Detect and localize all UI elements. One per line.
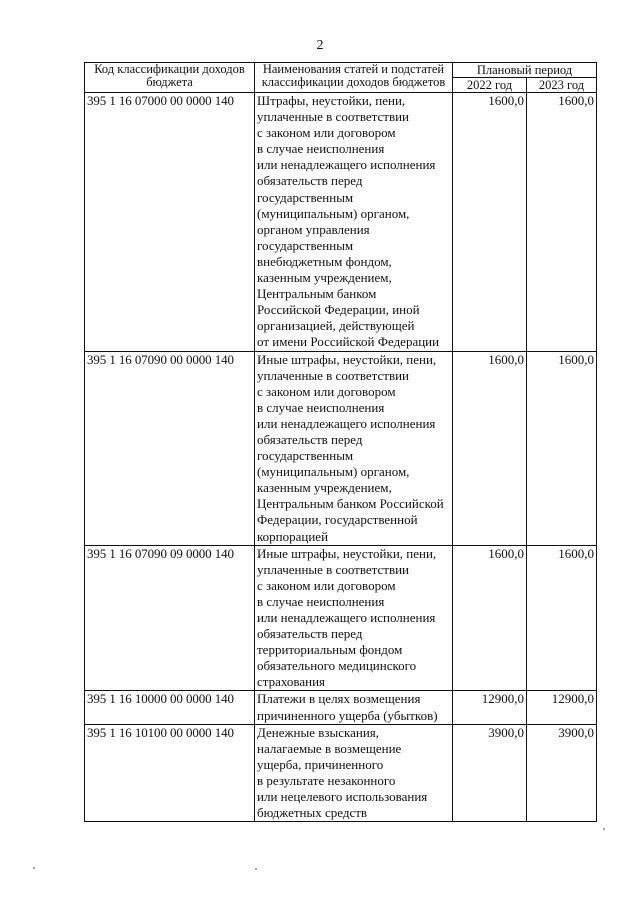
header-year-2023: 2023 год [527,78,597,93]
revenue-item-name-line: обязательств перед [257,626,363,642]
revenue-item-name-line: ущерба, причиненного [257,756,384,772]
table-body [85,93,597,822]
amount-2023: 12900,0 [527,691,597,724]
amount-2022: 1600,0 [453,93,527,352]
revenue-item-name-line: обязательств перед [257,173,363,189]
revenue-item-name-line: (муниципальным) органом, [257,205,410,221]
table-row [85,351,597,545]
amount-2022: 1600,0 [453,351,527,545]
revenue-item-name-line: с законом или договором [257,125,396,141]
revenue-item-name-line: с законом или договором [257,383,396,399]
revenue-item-name [255,93,453,352]
revenue-item-name-line: (муниципальным) органом, [257,464,410,480]
revenue-item-name-line: организацией, действующей [257,318,415,334]
header-planning-period: Плановый период [453,63,597,78]
amount-2022: 3900,0 [453,724,527,822]
revenue-item-name [255,724,453,822]
revenue-item-name-line: государственным [257,448,354,464]
revenue-item-name-line: в случае неисполнения [257,399,385,415]
header-name-column: Наименования статей и подстатей классификации доходов бюджетов [255,63,453,93]
revenue-item-name-line: уплаченные в соответствии [257,367,410,383]
header-code-column: Код классификации доходов бюджета [85,63,255,93]
revenue-item-name-line: в результате незаконного [257,772,396,788]
revenue-item-name-line: обязательств перед [257,431,363,447]
revenue-item-name-line: или ненадлежащего исполнения [257,157,436,173]
revenue-item-name-line: казенным учреждением, [257,270,392,286]
revenue-item-name-line: в случае неисполнения [257,141,385,157]
revenue-item-name-line: Денежные взыскания, [257,724,380,740]
table-row [85,545,597,691]
amount-2023: 1600,0 [527,545,597,691]
classification-code: 395 1 16 07090 09 0000 140 [85,545,255,691]
revenue-item-name-line: Штрафы, неустойки, пени, [257,93,406,108]
revenue-item-name-line: Центральным банком [257,286,377,302]
classification-code: 395 1 16 07000 00 0000 140 [85,93,255,352]
page-number: 2 [316,38,324,53]
header-year-2022: 2022 год [453,78,527,93]
revenue-item-name-line: Российской Федерации, иной [257,302,420,318]
revenue-item-name-line: Платежи в целях возмещения [257,691,421,707]
revenue-item-name [255,545,453,691]
revenue-item-name-line: в случае неисполнения [257,593,385,609]
table-row [85,93,597,352]
revenue-item-name-line: обязательного медицинского [257,658,417,674]
amount-2023: 1600,0 [527,93,597,352]
classification-code: 395 1 16 10100 00 0000 140 [85,724,255,822]
revenue-item-name-line: налагаемые в возмещение [257,740,402,756]
revenue-item-name-line: страхования [257,674,326,690]
revenue-item-name-line: уплаченные в соответствии [257,109,410,125]
classification-code: 395 1 16 10000 00 0000 140 [85,691,255,724]
revenue-item-name-line: органом управления [257,221,370,237]
revenue-item-name [255,691,453,724]
table-row [85,691,597,724]
revenue-item-name-line: государственным [257,237,354,253]
revenue-item-name-line: бюджетных средств [257,805,368,821]
scan-speck [603,828,605,830]
amount-2023: 1600,0 [527,351,597,545]
revenue-item-name-line: от имени Российской Федерации [257,334,440,350]
revenue-item-name-line: Иные штрафы, неустойки, пени, [257,545,437,561]
budget-revenue-table [84,62,597,822]
amount-2022: 12900,0 [453,691,527,724]
table-row [85,724,597,822]
classification-code: 395 1 16 07090 00 0000 140 [85,351,255,545]
revenue-item-name-line: территориальным фондом [257,642,403,658]
revenue-item-name-line: внебюджетным фондом, [257,253,392,269]
revenue-item-name-line: или ненадлежащего исполнения [257,415,436,431]
revenue-item-name-line: причиненного ущерба (убытков) [257,707,438,723]
revenue-item-name-line: Иные штрафы, неустойки, пени, [257,351,437,367]
revenue-item-name [255,351,453,545]
revenue-item-name-line: Федерации, государственной [257,512,418,528]
amount-2023: 3900,0 [527,724,597,822]
revenue-item-name-line: или нецелевого использования [257,789,428,805]
revenue-item-name-line: Центральным банком Российской [257,496,444,512]
revenue-item-name-line: государственным [257,189,354,205]
scan-speck [33,867,35,869]
revenue-item-name-line: с законом или договором [257,577,396,593]
revenue-item-name-line: казенным учреждением, [257,480,392,496]
revenue-item-name-line: или ненадлежащего исполнения [257,610,436,625]
revenue-item-name-line: уплаченные в соответствии [257,561,410,577]
revenue-item-name-line: корпорацией [257,528,329,544]
scan-speck [255,868,257,870]
amount-2022: 1600,0 [453,545,527,691]
